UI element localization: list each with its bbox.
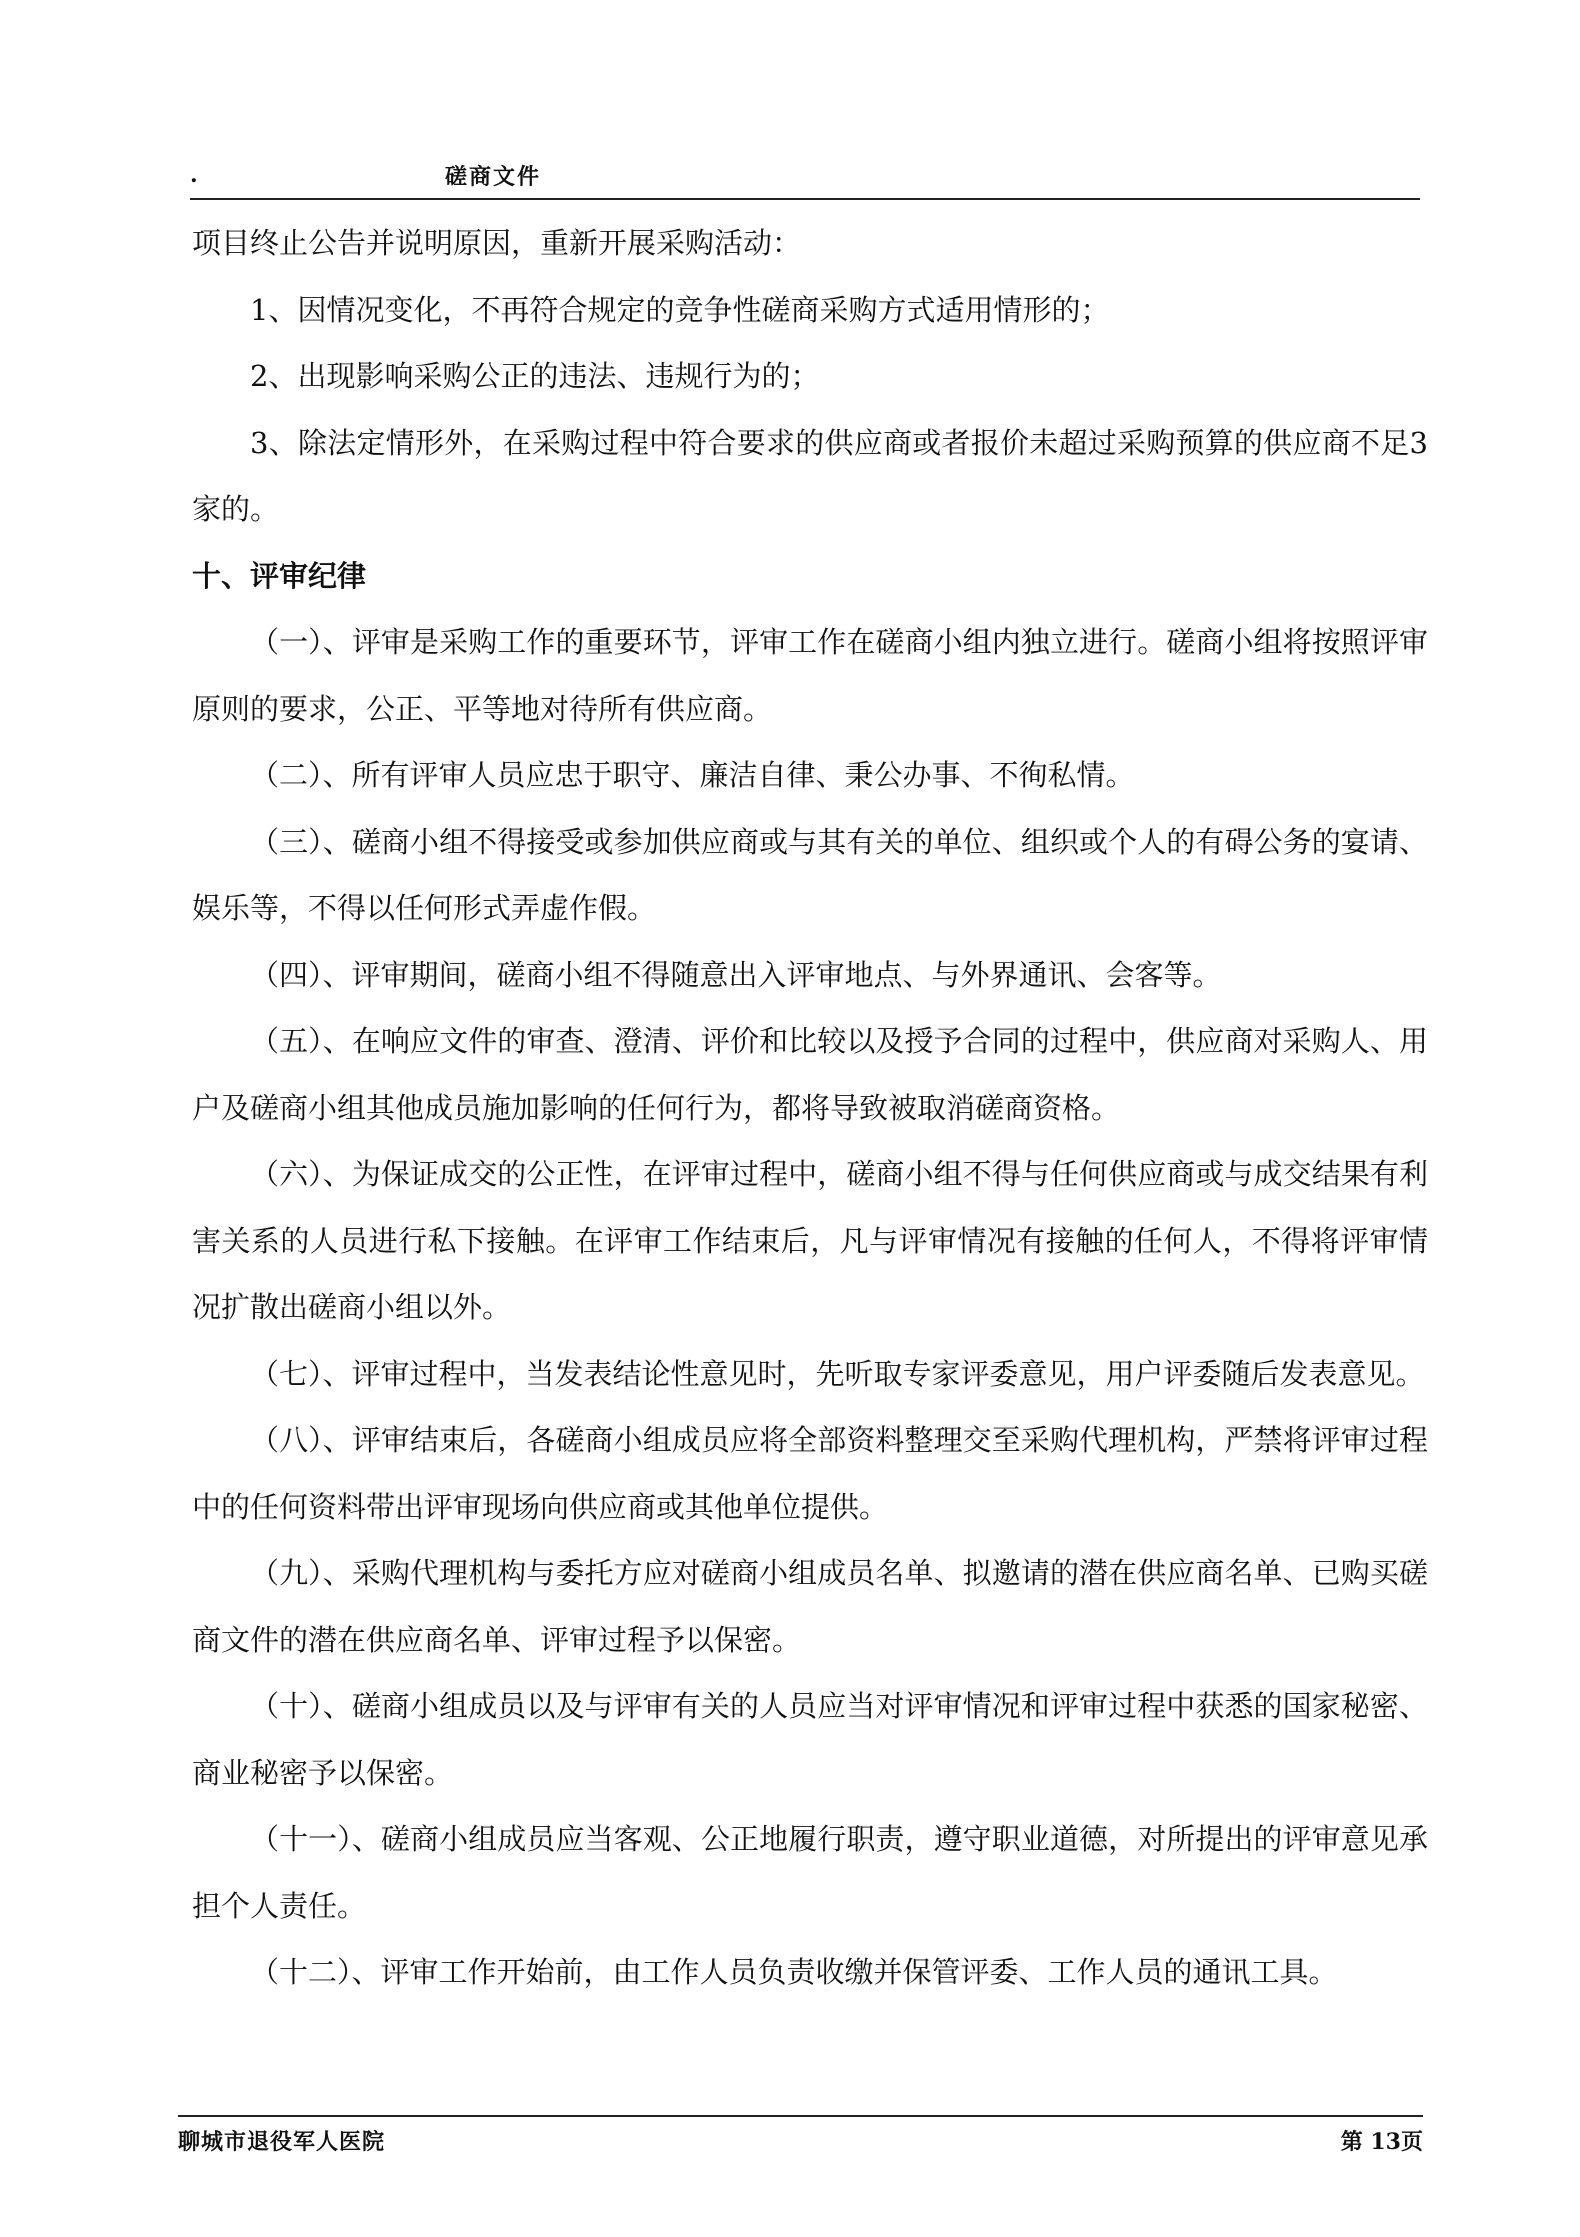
page-header — [190, 158, 1420, 200]
paragraph: （十二）、评审工作开始前，由工作人员负责收缴并保管评委、工作人员的通讯工具。 — [250, 1955, 1338, 1989]
paragraph: （十）、磋商小组成员以及与评审有关的人员应当对评审情况和评审过程中获悉的国家秘密、商业秘密予以保密。 — [192, 1689, 1428, 1790]
paragraph: （一）、评审是采购工作的重要环节，评审工作在磋商小组内独立进行。磋商小组将按照评审原则的要求，公正、平等地对待所有供应商。 — [192, 625, 1428, 726]
paragraph: （八）、评审结束后，各磋商小组成员应将全部资料整理交至采购代理机构，严禁将评审过程中的任何资料带出评审现场向供应商或其他单位提供。 — [192, 1423, 1428, 1524]
paragraph: 1、因情况变化，不再符合规定的竞争性磋商采购方式适用情形的； — [250, 292, 1110, 327]
paragraph: （四）、评审期间，磋商小组不得随意出入评审地点、与外界通讯、会客等。 — [250, 957, 1222, 992]
header-dot: . — [190, 162, 198, 188]
paragraph: （三）、磋商小组不得接受或参加供应商或与其有关的单位、组织或个人的有碍公务的宴请、娱乐等，不得以任何形式弄虚作假。 — [192, 824, 1428, 925]
paragraph: （九）、采购代理机构与委托方应对磋商小组成员名单、拟邀请的潜在供应商名单、已购买磋商文件的潜在供应商名单、评审过程予以保密。 — [192, 1556, 1428, 1657]
paragraph: （七）、评审过程中，当发表结论性意见时，先听取专家评委意见，用户评委随后发表意见。 — [250, 1356, 1425, 1391]
paragraph: 项目终止公告并说明原因，重新开展采购活动： — [192, 226, 802, 260]
page-number: 第 13页 — [1340, 2129, 1423, 2155]
paragraph: 2、出现影响采购公正的违法、违规行为的； — [250, 359, 820, 393]
paragraph: （六）、为保证成交的公正性，在评审过程中，磋商小组不得与任何供应商或与成交结果有利害关系的人员进行私下接触。在评审工作结束后，凡与评审情况有接触的任何人，不得将评审情况扩散出磋商小组以外。 — [192, 1157, 1428, 1324]
paragraph: 3、除法定情形外，在采购过程中符合要求的供应商或者报价未超过采购预算的供应商不足3家的。 — [192, 425, 1428, 526]
paragraph: （五）、在响应文件的审查、澄清、评价和比较以及授予合同的过程中，供应商对采购人、用户及磋商小组其他成员施加影响的任何行为，都将导致被取消磋商资格。 — [192, 1024, 1428, 1125]
section-heading: 十、评审纪律 — [192, 558, 367, 593]
footer-organization: 聊城市退役军人医院 — [178, 2129, 386, 2155]
paragraph: （二）、所有评审人员应忠于职守、廉洁自律、秉公办事、不徇私情。 — [250, 758, 1135, 792]
paragraph: （十一）、磋商小组成员应当客观、公正地履行职责，遵守职业道德，对所提出的评审意见承担个人责任。 — [192, 1822, 1428, 1923]
document-body — [192, 210, 1428, 2006]
header-title: 磋商文件 — [445, 164, 542, 190]
page-footer — [178, 2115, 1423, 2157]
